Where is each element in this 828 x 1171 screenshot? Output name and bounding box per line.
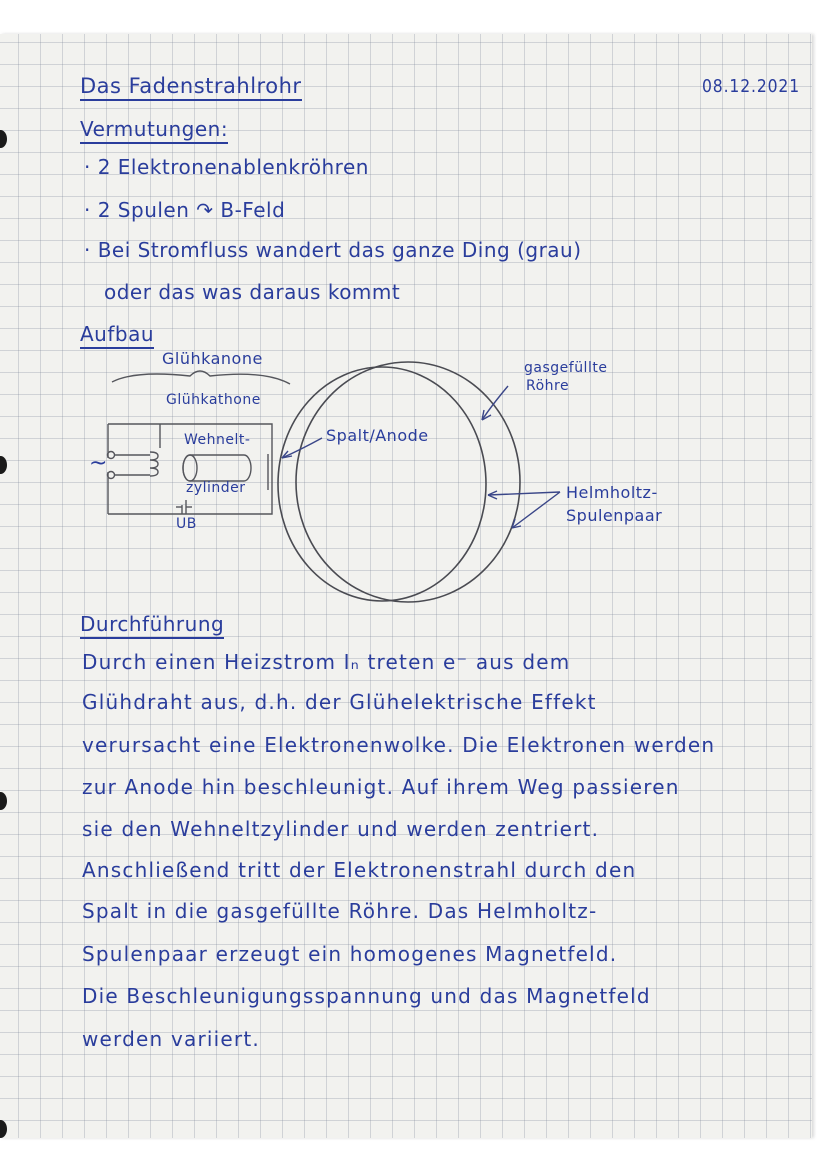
label-ub: UB: [176, 516, 197, 532]
label-helmholtz: Helmholtz-: [566, 483, 658, 502]
page-date: 08.12.2021: [702, 76, 801, 97]
helmholtz-coil: [278, 367, 486, 601]
label-gluehkathode: Glühkathone: [166, 392, 261, 408]
text-line: sie den Wehneltzylinder und werden zentriert.: [82, 817, 600, 841]
text-line: Glühdraht aus, d.h. der Glühelektrische Effekt: [82, 690, 597, 714]
text-line: werden variiert.: [82, 1027, 260, 1051]
list-item: · 2 Elektronenablenkröhren: [84, 155, 369, 179]
label-roehre: gasgefüllte: [524, 360, 608, 376]
arrow-helmholtz: [488, 492, 560, 528]
list-item: oder das was daraus kommt: [104, 280, 401, 304]
list-item: · 2 Spulen ↷ B-Feld: [84, 198, 286, 222]
text-line: zur Anode hin beschleunigt. Auf ihrem Weg passieren: [82, 775, 680, 799]
arrow-roehre: [482, 386, 508, 420]
page-title: Das Fadenstrahlrohr: [80, 74, 302, 101]
text-line: Spulenpaar erzeugt ein homogenes Magnetfeld.: [82, 942, 618, 966]
label-gluehkanone: Glühkanone: [162, 349, 263, 368]
section-heading-durchfuehrung: Durchführung: [80, 612, 224, 639]
label-spulenpaar: Spulenpaar: [566, 506, 663, 525]
text-line: Die Beschleunigungsspannung und das Magnetfeld: [82, 984, 651, 1008]
ac-source-symbol: ~: [89, 451, 108, 476]
filament-coil: [150, 452, 158, 476]
label-roehre-2: Röhre: [526, 378, 570, 394]
label-spalt-anode: Spalt/Anode: [326, 426, 429, 445]
text-line: Anschließend tritt der Elektronenstrahl durch den: [82, 858, 637, 882]
text-line: Spalt in die gasgefüllte Röhre. Das Helmholtz-: [82, 899, 598, 923]
text-line: Durch einen Heizstrom Iₙ treten e⁻ aus dem: [82, 650, 571, 674]
wehnelt-cylinder: [183, 455, 251, 481]
list-item: · Bei Stromfluss wandert das ganze Ding (grau): [84, 238, 582, 262]
section-heading-vermutungen: Vermutungen:: [80, 117, 228, 144]
section-heading-aufbau: Aufbau: [80, 322, 154, 349]
label-wehnelt: Wehnelt-: [184, 432, 251, 448]
text-line: verursacht eine Elektronenwolke. Die Elektronen werden: [82, 733, 716, 757]
label-zylinder: zylinder: [186, 480, 246, 496]
gluehkanone-brace: [112, 371, 290, 384]
